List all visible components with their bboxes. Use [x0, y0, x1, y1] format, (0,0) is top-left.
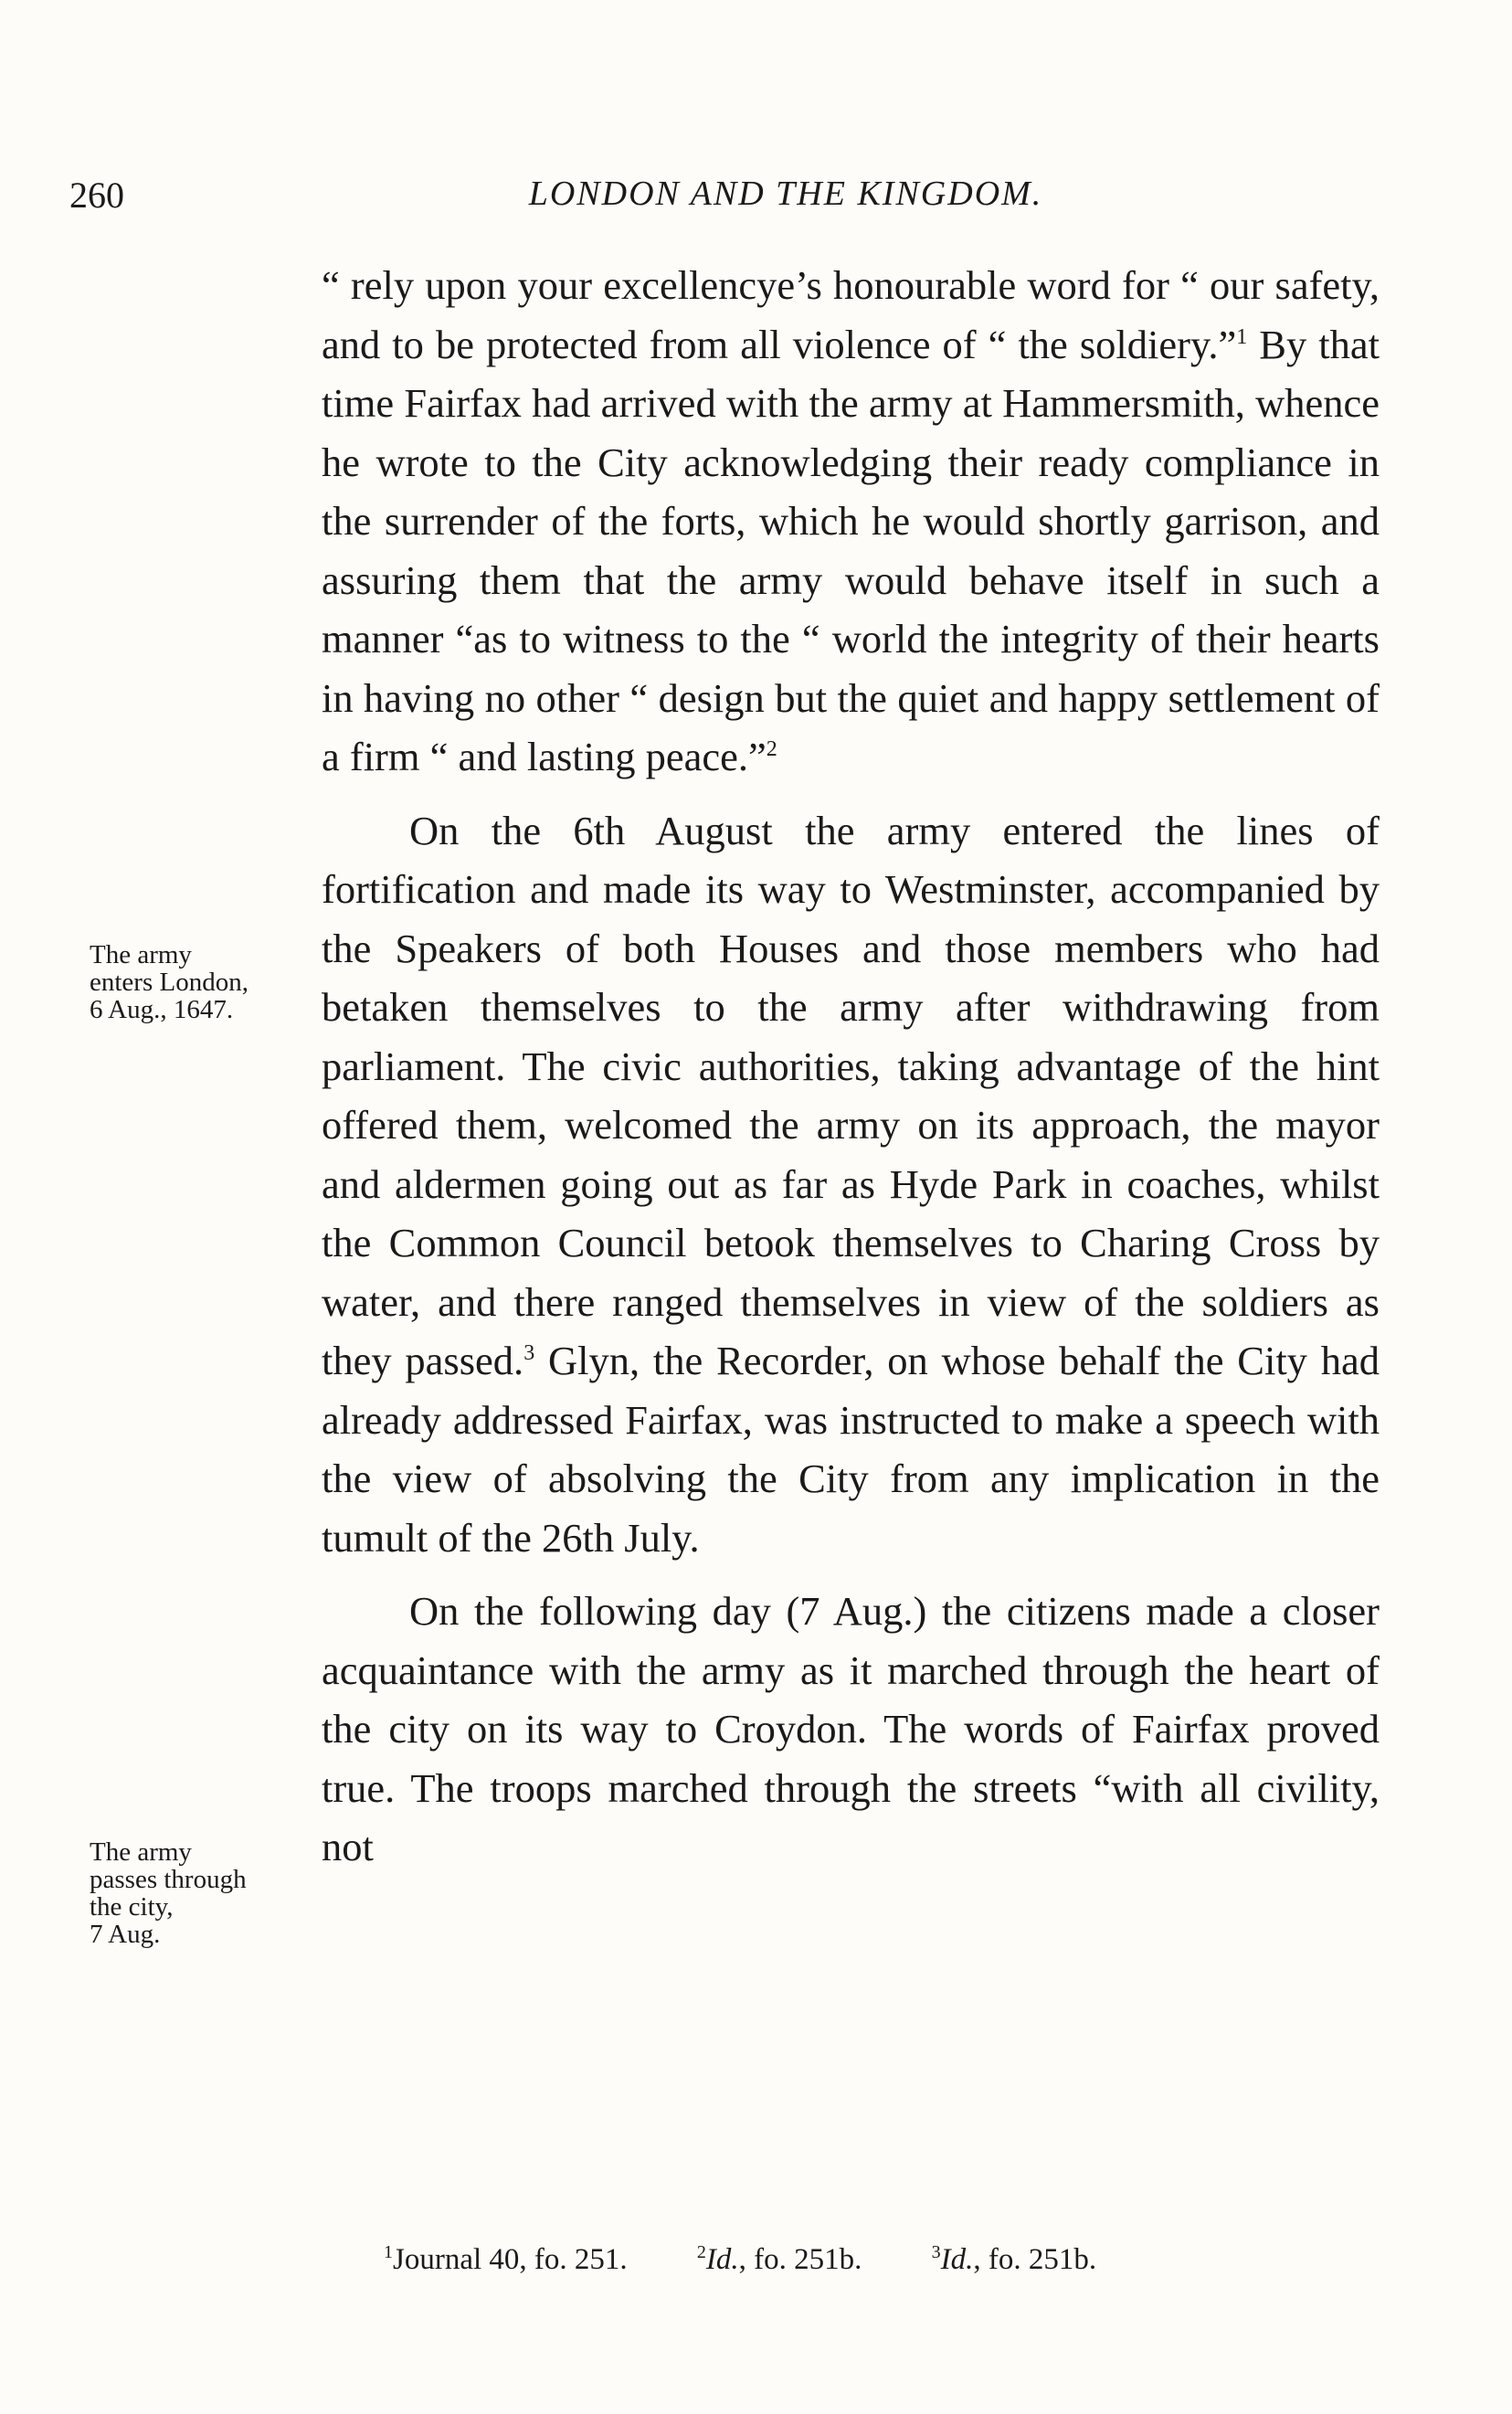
footnote-mark: 1	[384, 2242, 393, 2262]
paragraph-1-text: “ rely upon your excellencye’s honourable word for “ our safety, and to be protected from all violence of “ the soldiery.”	[322, 262, 1380, 367]
footnote-mark: 2	[696, 2242, 706, 2262]
margin-note-line: The army	[90, 1837, 192, 1867]
footnote-1	[384, 2243, 628, 2277]
paragraph-1-text-cont: By that time Fairfax had arrived with the army at Hammersmith, whence he wrote to the City acknowledging their ready compliance in the surrender of the forts, which he would shortly garrison, and assuring them that the army would behave itself in such a manner “as to witness to the “ world the integrity of their hearts in having no other “ design but the quiet and happy settlement of a firm “ and lasting peace.”	[322, 321, 1380, 779]
paragraph-2-text-cont: Glyn, the Recorder, on whose behalf the City had already addressed Fairfax, was instructed to make a speech with the view of absolving the City from any implication in the tumult of the 26th July.	[322, 1338, 1380, 1561]
margin-note-army-enters	[90, 941, 318, 1023]
paragraph-3-text: On the following day (7 Aug.) the citizens made a closer acquaintance with the army as it marched through the heart of the city on its way to Croydon. The words of Fairfax proved true. The troops marched through the streets “with all civility, not	[322, 1588, 1380, 1869]
body-text	[322, 256, 1380, 1877]
paragraph-2	[322, 801, 1380, 1568]
footnotes	[384, 2243, 1389, 2277]
paragraph-2-text: On the 6th August the army entered the lines of fortification and made its way to Westminster, accompanied by the Speakers of both Houses and those members who had betaken themselves to the army after withdrawing from parliament. The civic authorities, taking advantage of the hint offered them, welcomed the army on its approach, the mayor and aldermen going out as far as Hyde Park in coaches, whilst the Common Council betook themselves to Charing Cross by water, and there ranged themselves in view of the soldiers as they passed.	[322, 807, 1380, 1383]
margin-note-line: passes through	[90, 1865, 247, 1894]
footnote-ref-3: 3	[523, 1341, 535, 1366]
running-head: LONDON AND THE KINGDOM.	[528, 175, 1043, 213]
footnote-italic: Id.	[940, 2243, 974, 2276]
footnote-2	[697, 2243, 862, 2277]
footnote-text: , fo. 251b.	[738, 2243, 862, 2276]
footnote-ref-1: 1	[1236, 324, 1248, 349]
footnote-3	[932, 2243, 1097, 2277]
footnote-mark: 3	[931, 2242, 941, 2262]
page-number: 260	[69, 175, 124, 216]
footnote-text: , fo. 251b.	[973, 2243, 1097, 2276]
margin-note-army-passes	[90, 1838, 318, 1948]
margin-note-line: the city,	[90, 1892, 174, 1922]
margin-note-line: The army	[90, 940, 192, 969]
paragraph-3	[322, 1582, 1380, 1877]
footnote-italic: Id.	[705, 2243, 739, 2276]
margin-note-line: 7 Aug.	[90, 1920, 161, 1949]
footnote-text: Journal 40, fo. 251.	[393, 2243, 628, 2276]
paragraph-1	[322, 256, 1380, 787]
footnote-ref-2: 2	[766, 737, 777, 762]
margin-note-line: enters London,	[90, 968, 248, 997]
margin-note-line: 6 Aug., 1647.	[90, 995, 234, 1024]
